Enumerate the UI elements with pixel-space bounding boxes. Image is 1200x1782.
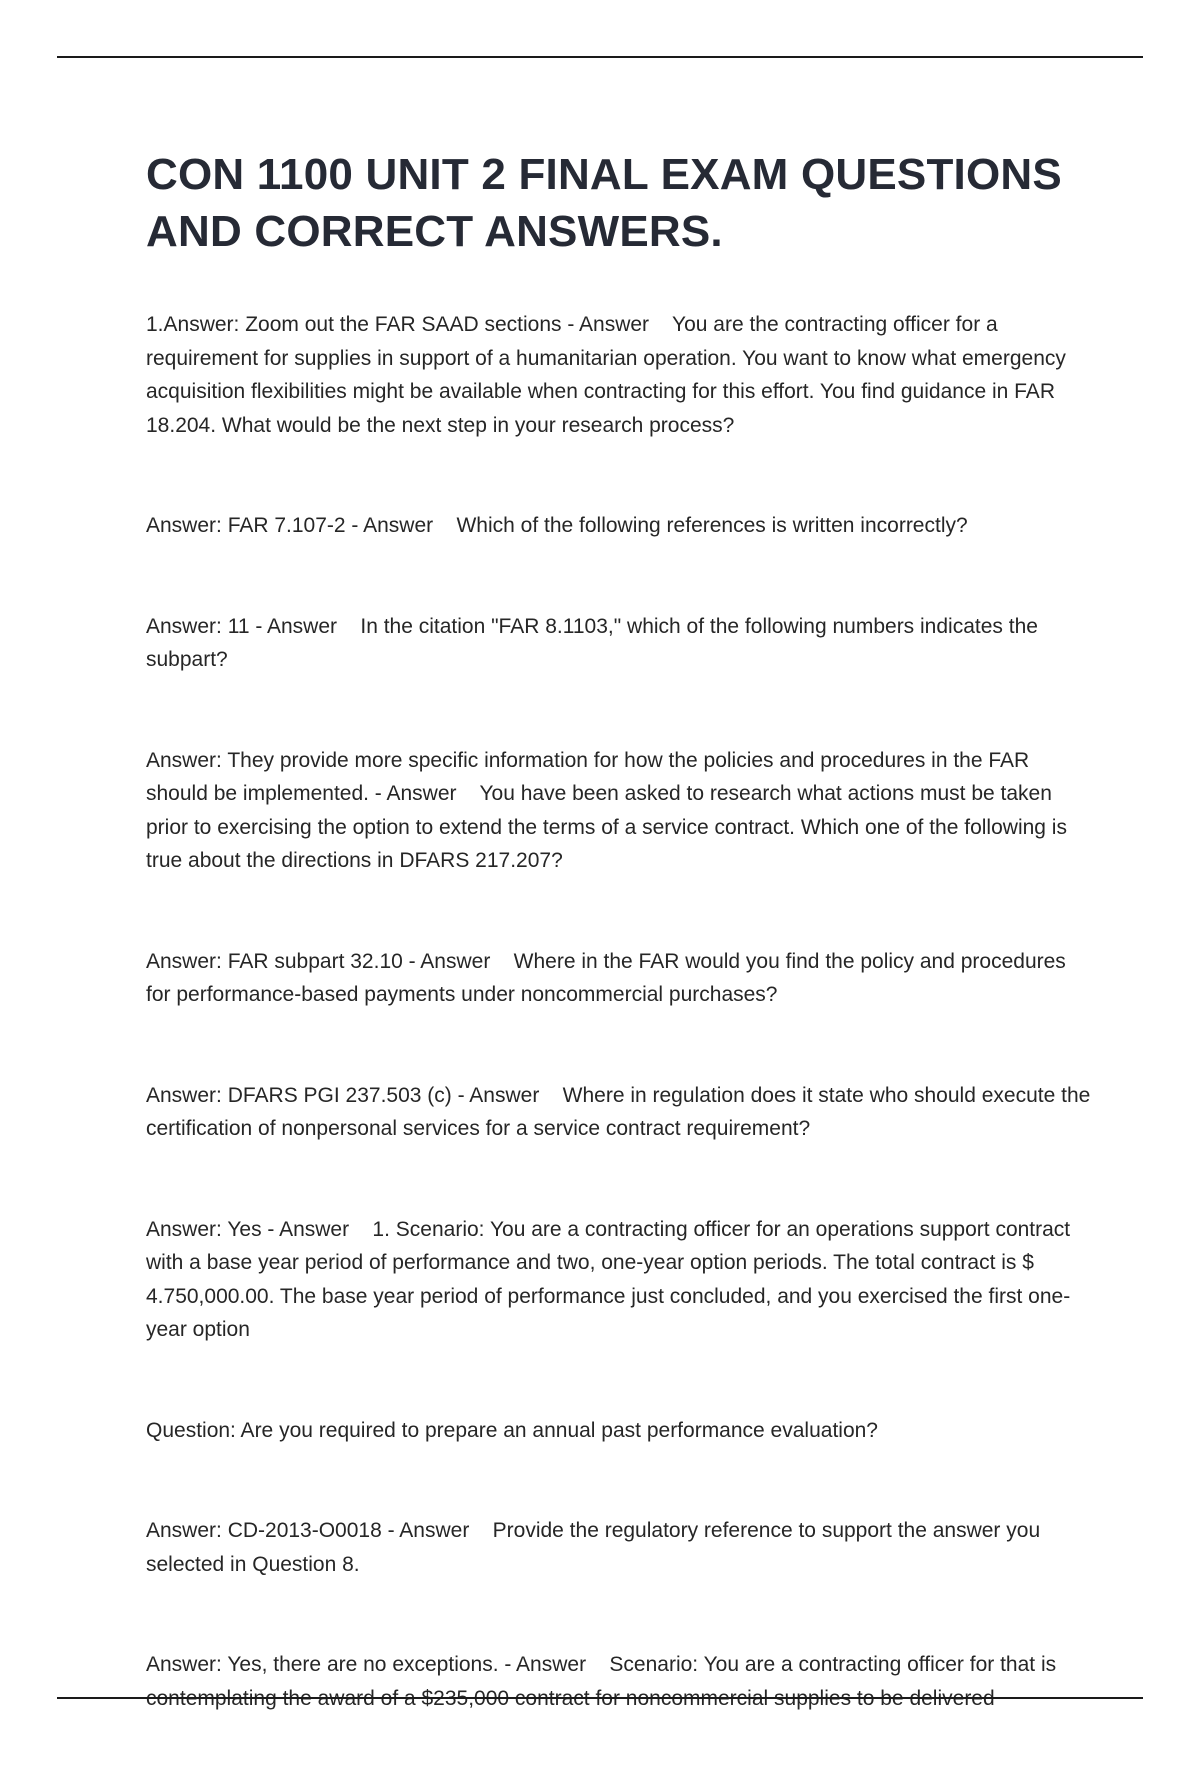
header-divider [57,56,1143,58]
qa-entry-5: Answer: FAR subpart 32.10 - Answer Where in the FAR would you find the policy and procedures for performance-based payments under noncommercial purchases? [146,949,1072,1006]
qa-entry-3: Answer: 11 - Answer In the citation "FAR 8.1103," which of the following numbers indicates the subpart? [146,614,1044,671]
qa-entry-7: Answer: Yes - Answer 1. Scenario: You are a contracting officer for an operations support contract with a base year period of performance and two, one-year option periods. The total contract is $ 4.750,000.00. The base year period of performance just concluded, and you exercised the first one-year option [146,1217,1076,1341]
qa-entry-6: Answer: DFARS PGI 237.503 (c) - Answer Where in regulation does it state who should execute the certification of nonpersonal services for a service contract requirement? [146,1083,1097,1140]
qa-entry-2: Answer: FAR 7.107-2 - Answer Which of the following references is written incorrectly? [146,514,968,537]
qa-entry-9: Answer: CD-2013-O0018 - Answer Provide the regulatory reference to support the answer you selected in Question 8. [146,1519,1046,1576]
qa-entry-10: Answer: Yes, there are no exceptions. - Answer Scenario: You are a contracting officer for that is contemplating the award of a $235,000 contract for noncommercial supplies to be delivered [146,1653,1062,1710]
page-title: CON 1100 UNIT 2 FINAL EXAM QUESTIONS AND CORRECT ANSWERS. [146,150,1062,256]
qa-entry-1: 1.Answer: Zoom out the FAR SAAD sections - Answer You are the contracting officer for a requirement for supplies in support of a humanitarian operation. You want to know what emergency acquisition flexibilities might be available when contracting for this effort. You find guidance in FAR 18.204. What would be the next step in your research process? [146,313,1072,437]
footer-divider [57,1697,1143,1699]
qa-entry-8: Question: Are you required to prepare an annual past performance evaluation? [146,1418,878,1442]
qa-entry-4: Answer: They provide more specific information for how the policies and procedures in the FAR should be implemented. - Answer You have been asked to research what actions must be taken prior to exercising the option to extend the terms of a service contract. Which one of the following is true about the directions in DFARS 217.207? [146,748,1073,872]
document-body [146,146,1096,1782]
